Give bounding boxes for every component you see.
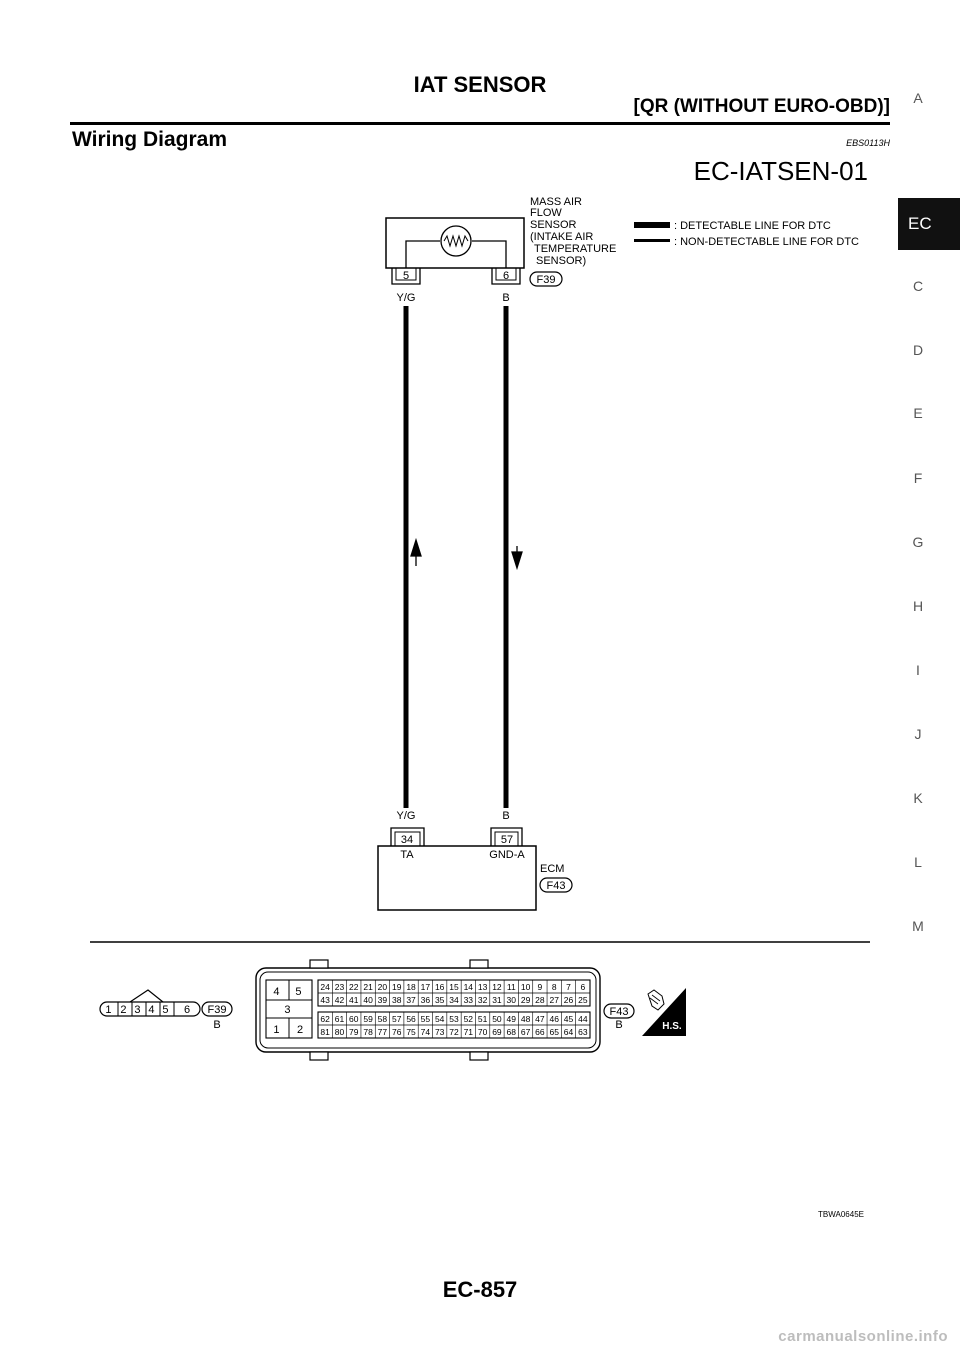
diagram-id: EC-IATSEN-01: [693, 156, 868, 186]
f43-pin-number: 75: [406, 1027, 416, 1037]
hs-label: H.S.: [662, 1021, 682, 1032]
f43-pin-number: 37: [406, 995, 416, 1005]
f43-pin-number: 17: [420, 982, 431, 992]
f43-pin-number: 67: [520, 1027, 531, 1037]
f43-pin-number: 16: [434, 982, 445, 992]
f43-pin-number: 44: [578, 1014, 588, 1024]
ecm-pin-57-name: GND-A: [489, 849, 525, 861]
f43-pin-number: 80: [334, 1027, 345, 1037]
f43-pin-number: 73: [434, 1027, 445, 1037]
f43-pin-number: 28: [535, 995, 545, 1005]
f43-pin-number: 50: [492, 1014, 502, 1024]
ecm-pin-34-name: TA: [400, 849, 414, 861]
f43-pin-number: 51: [477, 1014, 488, 1024]
f43-pin-number: 38: [392, 995, 402, 1005]
side-index-ec[interactable]: EC: [898, 198, 960, 250]
wire-left-color-bottom: Y/G: [396, 810, 416, 822]
f43-pin-number: 9: [537, 982, 543, 992]
f43-pin-number: 19: [392, 982, 402, 992]
f43-pin-number: 29: [520, 995, 531, 1005]
page-number: EC-857: [442, 1277, 518, 1302]
f43-left-block-pins: 4 5 3 1 2: [273, 986, 304, 1036]
f43-pin-number: 53: [449, 1014, 459, 1024]
sensor-pin-6: 6: [502, 270, 510, 282]
f43-pin-number: 69: [492, 1027, 502, 1037]
f43-pin-number: 23: [334, 982, 345, 992]
f43-pin-number: 42: [334, 995, 345, 1005]
f43-pin-number: 12: [492, 982, 502, 992]
f43-pin-number: 30: [506, 995, 516, 1005]
f43-pin-number: 8: [551, 982, 557, 992]
f43-pin-number: 39: [377, 995, 388, 1005]
f43-pin-number: 35: [434, 995, 445, 1005]
harness-side-icon: [642, 988, 686, 1036]
f43-pin-number: 46: [549, 1014, 559, 1024]
f39-connector-color: B: [213, 1019, 221, 1031]
f43-pin-number: 27: [549, 995, 559, 1005]
f43-connector-id: F43: [609, 1006, 629, 1018]
f43-pin-number: 76: [392, 1027, 402, 1037]
f43-pin-number: 34: [449, 995, 459, 1005]
f43-pin-number: 79: [349, 1027, 359, 1037]
wire-right-color-top: B: [502, 292, 510, 304]
f43-pin-number: 59: [363, 1014, 373, 1024]
f43-pin-number: 70: [477, 1027, 488, 1037]
f43-pin-number: 33: [463, 995, 474, 1005]
side-index-f[interactable]: F: [913, 470, 923, 486]
side-index-g[interactable]: G: [912, 534, 924, 550]
f43-pin-number: 56: [406, 1014, 416, 1024]
f43-pin-number: 18: [406, 982, 416, 992]
side-index-a[interactable]: A: [913, 90, 923, 106]
side-index-i[interactable]: I: [916, 662, 920, 678]
sensor-label: MASS AIR FLOW SENSOR (INTAKE AIR TEMPERATURE SENSOR): [530, 196, 617, 267]
f43-pin-number: 57: [392, 1014, 402, 1024]
f43-pin-number: 71: [463, 1027, 474, 1037]
f43-pin-number: 20: [377, 982, 388, 992]
f43-connector-color: B: [615, 1019, 623, 1031]
f39-pin-numbers: 1 2 3 4 5 6: [105, 1004, 191, 1016]
side-index-h[interactable]: H: [912, 598, 924, 614]
legend-detectable-swatch: [634, 222, 670, 228]
f43-pin-number: 7: [566, 982, 571, 992]
f43-pin-number: 52: [463, 1014, 474, 1024]
f43-pin-number: 11: [506, 982, 516, 992]
f43-pin-number: 64: [563, 1027, 574, 1037]
f43-pin-number: 45: [563, 1014, 574, 1024]
f43-pin-number: 40: [363, 995, 373, 1005]
f43-pin-number: 14: [463, 982, 474, 992]
f43-pin-number: 62: [320, 1014, 330, 1024]
legend-nondetectable-label: : NON-DETECTABLE LINE FOR DTC: [674, 236, 859, 248]
ecm-label: ECM: [540, 863, 565, 875]
f43-pin-number: 31: [492, 995, 502, 1005]
f39-lock-tab: [130, 990, 163, 1002]
f43-pin-number: 65: [549, 1027, 559, 1037]
side-index-d[interactable]: D: [912, 342, 924, 358]
side-index-j[interactable]: J: [914, 726, 922, 742]
f43-pin-number: 13: [477, 982, 488, 992]
f43-pin-number: 32: [477, 995, 488, 1005]
f43-pin-number: 22: [349, 982, 359, 992]
f43-pin-number: 68: [506, 1027, 516, 1037]
f43-pin-number: 63: [578, 1027, 588, 1037]
wire-right-color-bottom: B: [502, 810, 510, 822]
side-index-l[interactable]: L: [914, 854, 922, 870]
f43-pin-number: 15: [449, 982, 459, 992]
f43-pin-number: 55: [420, 1014, 431, 1024]
ecm-pin-57: 57: [500, 834, 514, 846]
f43-pin-number: 61: [334, 1014, 345, 1024]
f43-pin-number: 60: [349, 1014, 359, 1024]
section-code: EBS0113H: [846, 138, 890, 148]
f43-pin-number: 43: [320, 995, 330, 1005]
f43-pin-number: 24: [320, 982, 330, 992]
ecm-pin-34: 34: [400, 834, 414, 846]
f43-pin-number: 21: [363, 982, 373, 992]
f43-pin-number: 54: [434, 1014, 445, 1024]
page-header-title: IAT SENSOR: [413, 72, 547, 97]
f43-connector: [256, 960, 600, 1060]
f43-pin-number: 48: [520, 1014, 531, 1024]
thermistor-symbol: [441, 226, 471, 256]
f43-pin-number: 26: [563, 995, 574, 1005]
f43-pin-number: 36: [420, 995, 431, 1005]
legend-nondetectable-swatch: [634, 239, 670, 242]
sensor-connector-id: F39: [536, 274, 556, 286]
section-title: Wiring Diagram: [72, 128, 227, 151]
f39-connector-id: F39: [207, 1004, 227, 1016]
signal-up-arrow-icon: [411, 540, 421, 566]
f43-pin-number: 77: [377, 1027, 388, 1037]
f43-pin-number: 6: [580, 982, 586, 992]
f43-pin-number: 47: [535, 1014, 545, 1024]
f43-pin-number: 10: [520, 982, 531, 992]
f43-pin-number: 78: [363, 1027, 373, 1037]
side-index-k[interactable]: K: [913, 790, 923, 806]
watermark[interactable]: carmanualsonline.info: [778, 1328, 948, 1345]
side-index-c[interactable]: C: [912, 278, 924, 294]
legend-detectable-label: : DETECTABLE LINE FOR DTC: [674, 220, 831, 232]
signal-down-arrow-icon: [512, 546, 522, 568]
side-index-e[interactable]: E: [913, 405, 923, 421]
wire-left-color-top: Y/G: [396, 292, 416, 304]
f43-pin-number: 74: [420, 1027, 431, 1037]
sensor-pin-5: 5: [402, 270, 410, 282]
page-header-subtitle: [QR (WITHOUT EURO-OBD)]: [633, 96, 890, 117]
f43-pin-number: 25: [578, 995, 588, 1005]
f43-pin-number: 72: [449, 1027, 459, 1037]
f43-pin-number: 66: [535, 1027, 545, 1037]
diagram-reference: TBWA0645E: [818, 1210, 864, 1219]
f43-pin-number: 41: [349, 995, 359, 1005]
f43-pin-number: 58: [377, 1014, 388, 1024]
ecm-connector-id: F43: [546, 880, 566, 892]
side-index-m[interactable]: M: [912, 918, 924, 934]
f43-pin-number: 49: [506, 1014, 516, 1024]
f43-pin-number: 81: [320, 1027, 330, 1037]
